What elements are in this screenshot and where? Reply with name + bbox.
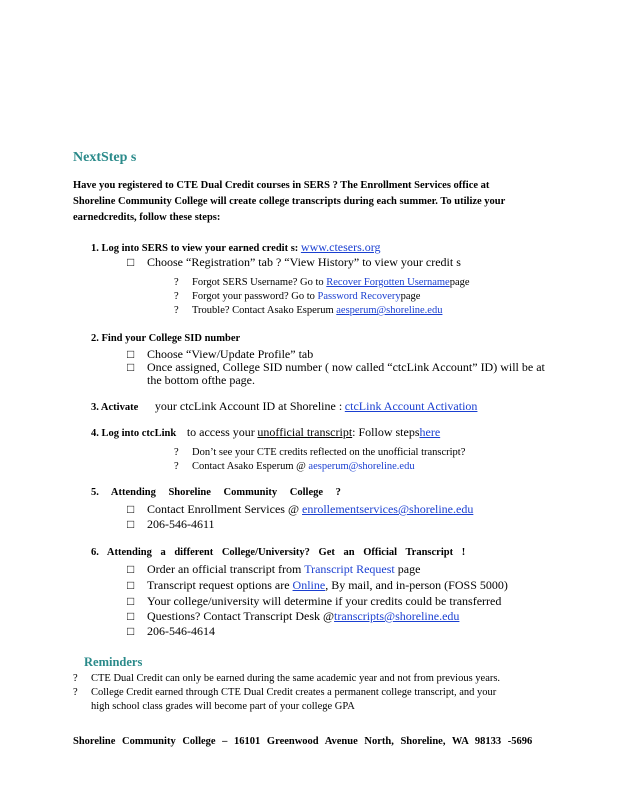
question-icon: ? xyxy=(73,687,78,698)
step-1-text: 1. Log into SERS to view your earned credit s: xyxy=(91,243,299,254)
bullet-icon: □ xyxy=(127,594,135,608)
aesperum-email-link-2[interactable]: aesperum@shoreline.edu xyxy=(308,461,415,472)
step-6-b3: □ Your college/university will determine if your credits could be transferred xyxy=(127,594,502,608)
step-6-b5: □ 206-546-4614 xyxy=(127,624,215,638)
step-2-b1: □ Choose “View/Update Profile” tab xyxy=(127,347,314,361)
bullet-icon: □ xyxy=(127,517,135,531)
bullet-icon: □ xyxy=(127,609,135,623)
reminder-2-cont: high school class grades will become part of your college GPA xyxy=(91,701,355,712)
step-1-sub: □ Choose “Registration” tab ? “View History” to view your credit s xyxy=(127,255,461,269)
ctesers-link[interactable]: www.ctesers.org xyxy=(300,240,381,254)
steps-here-link[interactable]: here xyxy=(419,425,441,439)
step-4-heading: 4. Log into ctcLink to access your unofficial transcript: Follow stepshere xyxy=(91,425,441,439)
question-icon: ? xyxy=(174,291,179,302)
question-icon: ? xyxy=(174,277,179,288)
question-icon: ? xyxy=(174,305,179,316)
reminder-1: ? CTE Dual Credit can only be earned during the same academic year and not from previous years. xyxy=(73,673,501,684)
online-link[interactable]: Online xyxy=(292,578,326,592)
bullet-icon: □ xyxy=(127,255,135,269)
step-5-b1: □ Contact Enrollment Services @ enrollementservices@shoreline.edu xyxy=(127,502,474,516)
recover-username-link[interactable]: Recover Forgotten Username xyxy=(326,277,450,288)
step-1-q1: ? Forgot SERS Username? Go to Recover Forgotten Usernamepage xyxy=(174,277,470,288)
footer-address: Shoreline Community College – 16101 Greenwood Avenue North, Shoreline, WA 98133 -5696 xyxy=(73,736,533,747)
step-2-b2-cont: the bottom ofthe page. xyxy=(147,373,255,387)
step-6-b1: □ Order an official transcript from Transcript Request page xyxy=(127,562,421,576)
question-icon: ? xyxy=(174,461,179,472)
reminder-2: ? College Credit earned through CTE Dual Credit creates a permanent college transcript, and your xyxy=(73,687,497,698)
step-3-heading: 3. Activate your ctcLink Account ID at Shoreline : ctcLink Account Activation xyxy=(91,399,478,413)
question-icon: ? xyxy=(174,447,179,458)
step-4-q2: ? Contact Asako Esperum @ aesperum@shoreline.edu xyxy=(174,461,415,472)
bullet-icon: □ xyxy=(127,360,135,374)
bullet-icon: □ xyxy=(127,624,135,638)
activation-link[interactable]: ctcLink Account Activation xyxy=(344,399,478,413)
bullet-icon: □ xyxy=(127,578,135,592)
transcript-request-link[interactable]: Transcript Request xyxy=(304,562,395,576)
question-icon: ? xyxy=(73,673,78,684)
transcripts-email-link[interactable]: transcripts@shoreline.edu xyxy=(334,609,460,623)
reminders-title: Reminders xyxy=(84,655,143,669)
step-1-heading xyxy=(91,240,381,255)
step-2-b2: □ Once assigned, College SID number ( now called “ctcLink Account” ID) will be at xyxy=(127,360,545,374)
step-2-heading: 2. Find your College SID number xyxy=(91,333,241,344)
step-1-q2: ? Forgot your password? Go to Password Recoverypage xyxy=(174,291,421,302)
intro-paragraph: Have you registered to CTE Dual Credit courses in SERS ? The Enrollment Services office at Shoreline Community College will create college transcripts during each summer. To utilize your earnedcredits, follow these steps: xyxy=(73,180,506,223)
step-6-heading: 6. Attending a different College/University? Get an Official Transcript ! xyxy=(91,547,466,558)
step-6-b2: □ Transcript request options are Online, By mail, and in-person (FOSS 5000) xyxy=(127,578,508,592)
step-5-b2: □ 206-546-4611 xyxy=(127,517,215,531)
password-recovery-link[interactable]: Password Recovery xyxy=(317,291,401,302)
step-6-b4: □ Questions? Contact Transcript Desk @transcripts@shoreline.edu xyxy=(127,609,460,623)
bullet-icon: □ xyxy=(127,562,135,576)
bullet-icon: □ xyxy=(127,347,135,361)
step-4-q1: ? Don’t see your CTE credits reflected on the unofficial transcript? xyxy=(174,447,466,458)
enrollment-services-email-link[interactable]: enrollementservices@shoreline.edu xyxy=(302,502,474,516)
page-title: NextStep s xyxy=(73,150,137,165)
bullet-icon: □ xyxy=(127,502,135,516)
aesperum-email-link[interactable]: aesperum@shoreline.edu xyxy=(336,305,443,316)
step-5-heading: 5. Attending Shoreline Community College ? xyxy=(91,487,341,498)
step-1-q3: ? Trouble? Contact Asako Esperum aesperum@shoreline.edu xyxy=(174,305,443,316)
